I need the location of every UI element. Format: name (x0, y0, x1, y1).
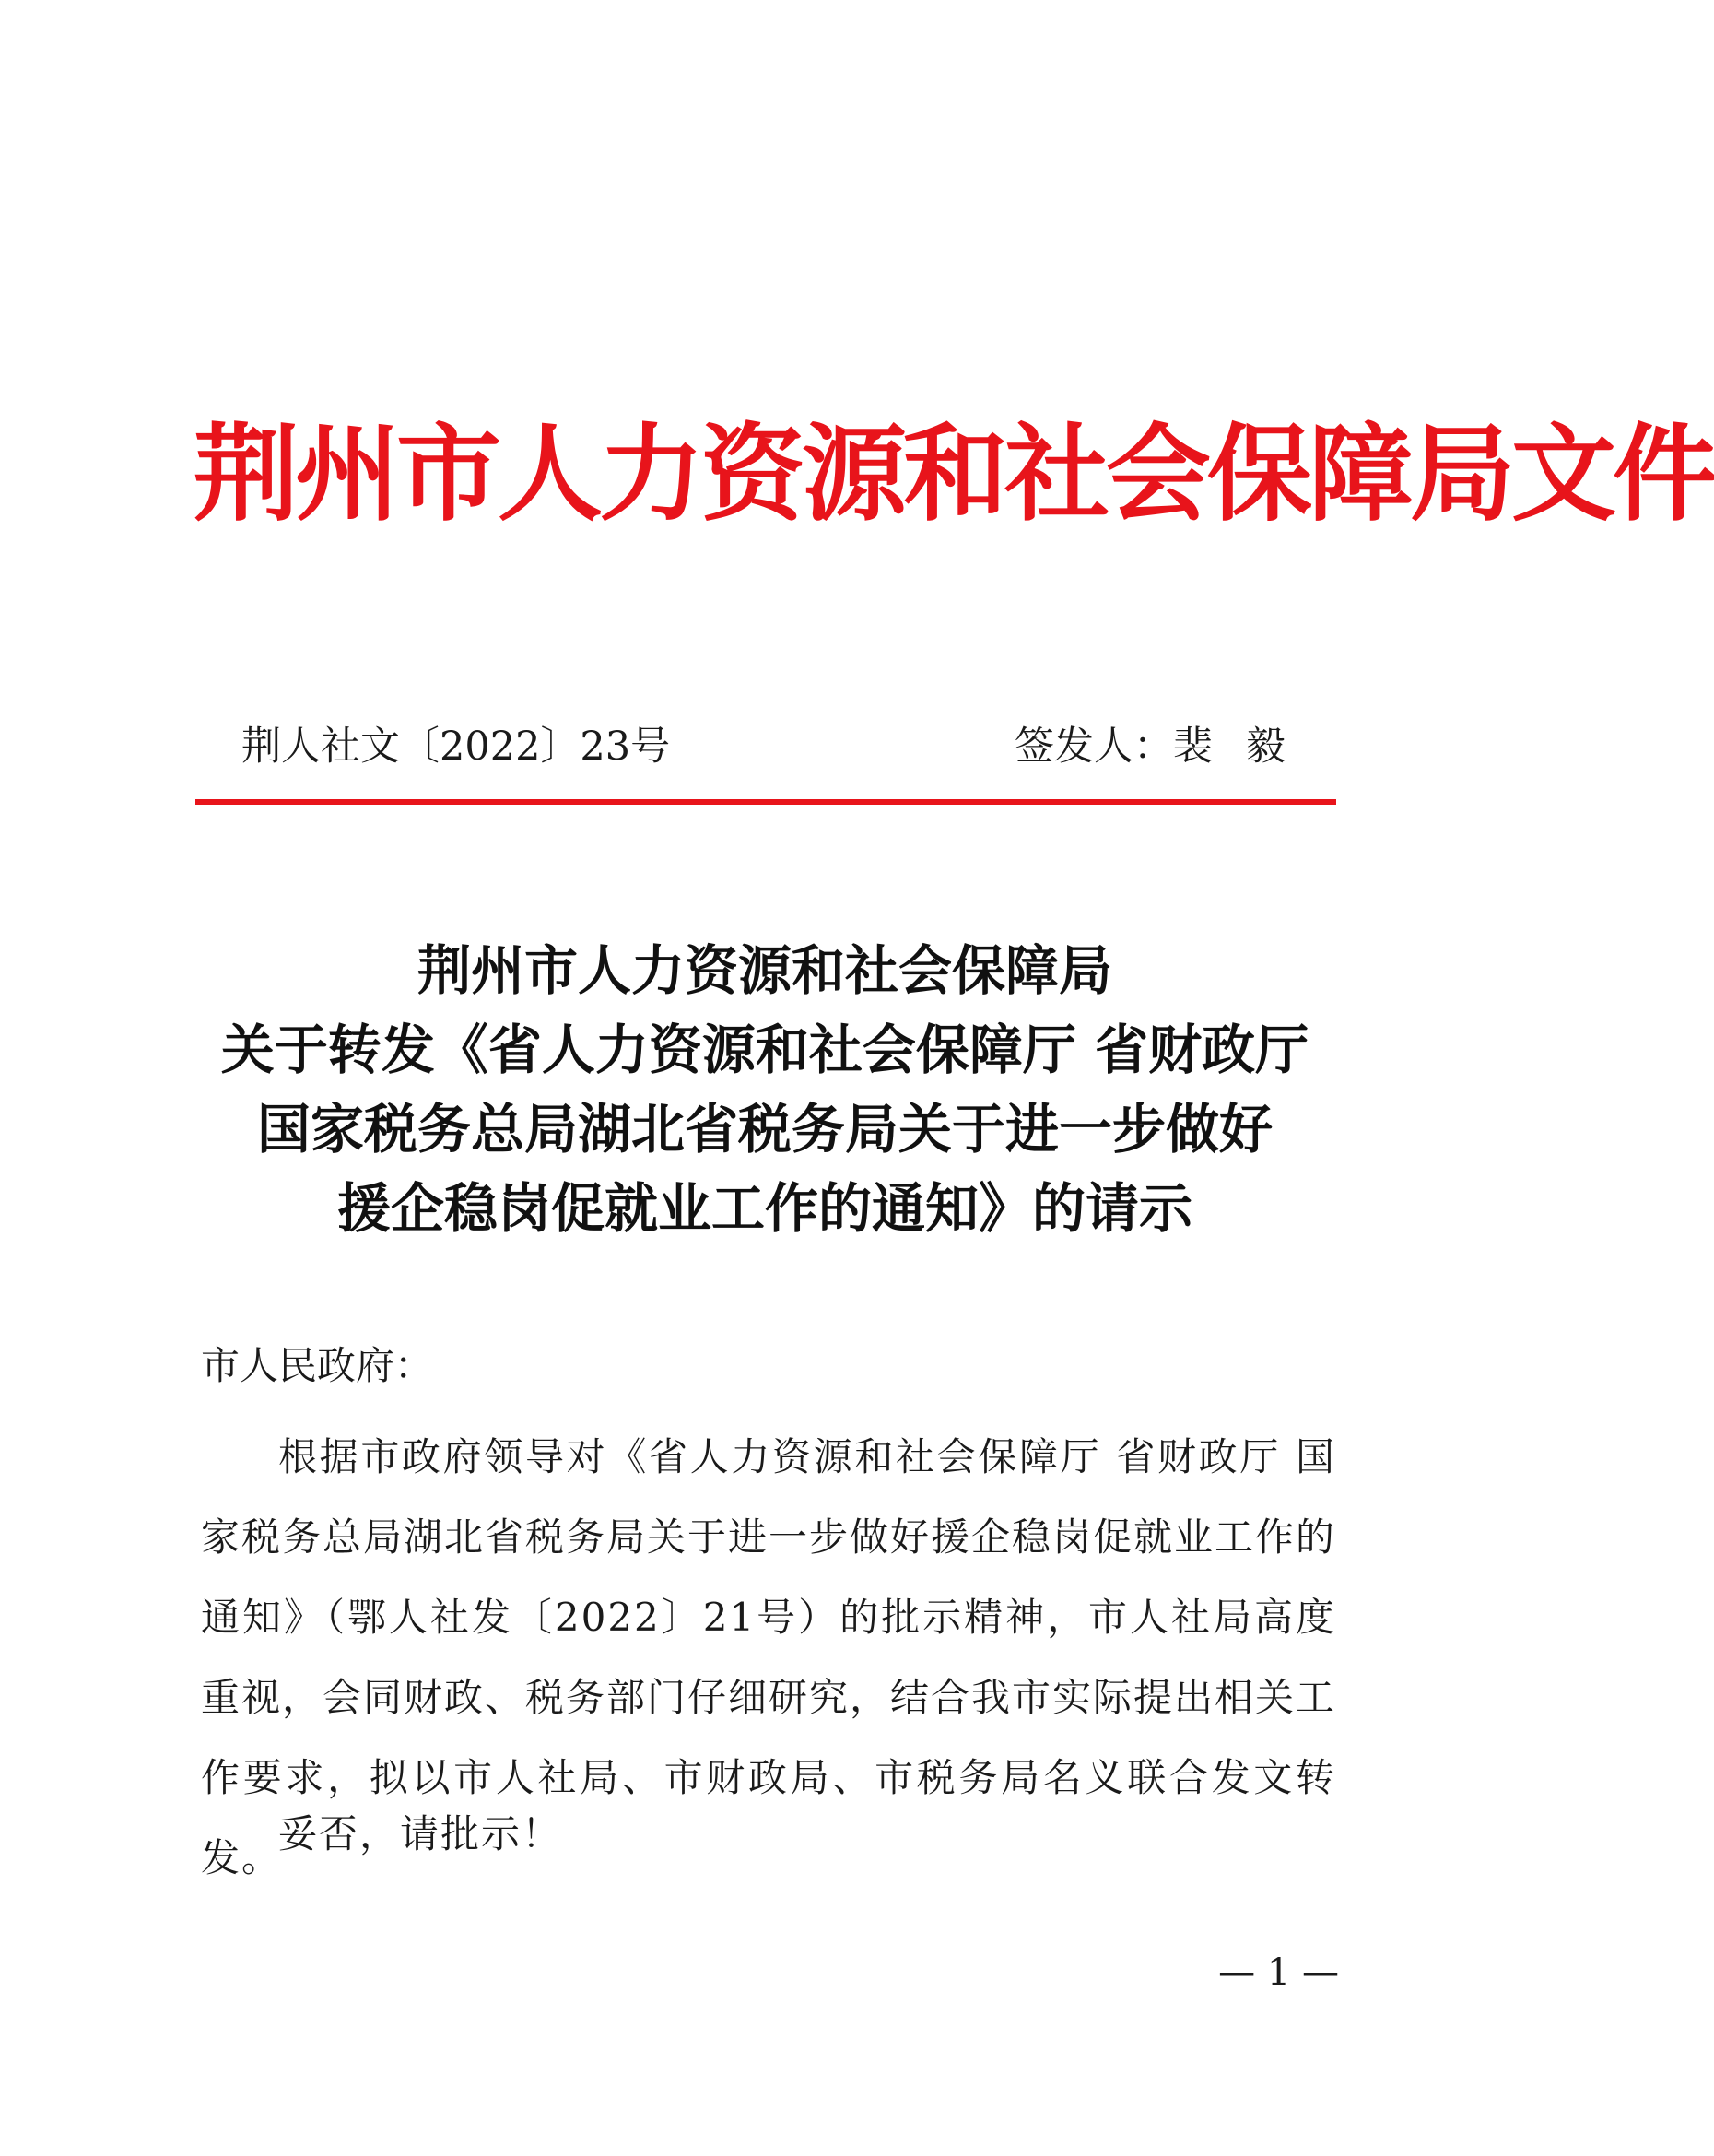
title-line-1: 荆州市人力资源和社会保障局 (417, 939, 1112, 1002)
body-paragraph: 根据市政府领导对《省人力资源和社会保障厅 省财政厅 国家税务总局湖北省税务局关于进一步做好援企稳岗促就业工作的通知》（鄂人社发〔2022〕21号）的批示精神，市人社局高度重视，会同财政、税务部门仔细研究，结合我市实际提出相关工作要求，拟以市人社局、市财政局、市税务局名义联合发文转发。 (201, 1434, 1337, 1880)
signer-block (1015, 719, 1319, 774)
title-line-2: 关于转发《省人力资源和社会保障厅 省财政厅 (220, 1019, 1309, 1081)
salutation: 市人民政府： (201, 1343, 434, 1388)
signer-name: 裴毅 (1173, 724, 1319, 770)
page-number: — 1 — (1218, 1951, 1339, 1994)
red-divider-line (195, 799, 1336, 805)
signer-label: 签发人： (1015, 724, 1173, 770)
title-line-4: 援企稳岗促就业工作的通知》的请示 (336, 1177, 1192, 1240)
document-masthead: 荆州市人力资源和社会保障局文件 (194, 413, 1714, 536)
title-line-3: 国家税务总局湖北省税务局关于进一步做好 (256, 1098, 1273, 1160)
closing-line: 妥否，请批示！ (278, 1811, 563, 1856)
document-number: 荆人社文〔2022〕23号 (241, 724, 671, 770)
document-title (194, 931, 1336, 1248)
